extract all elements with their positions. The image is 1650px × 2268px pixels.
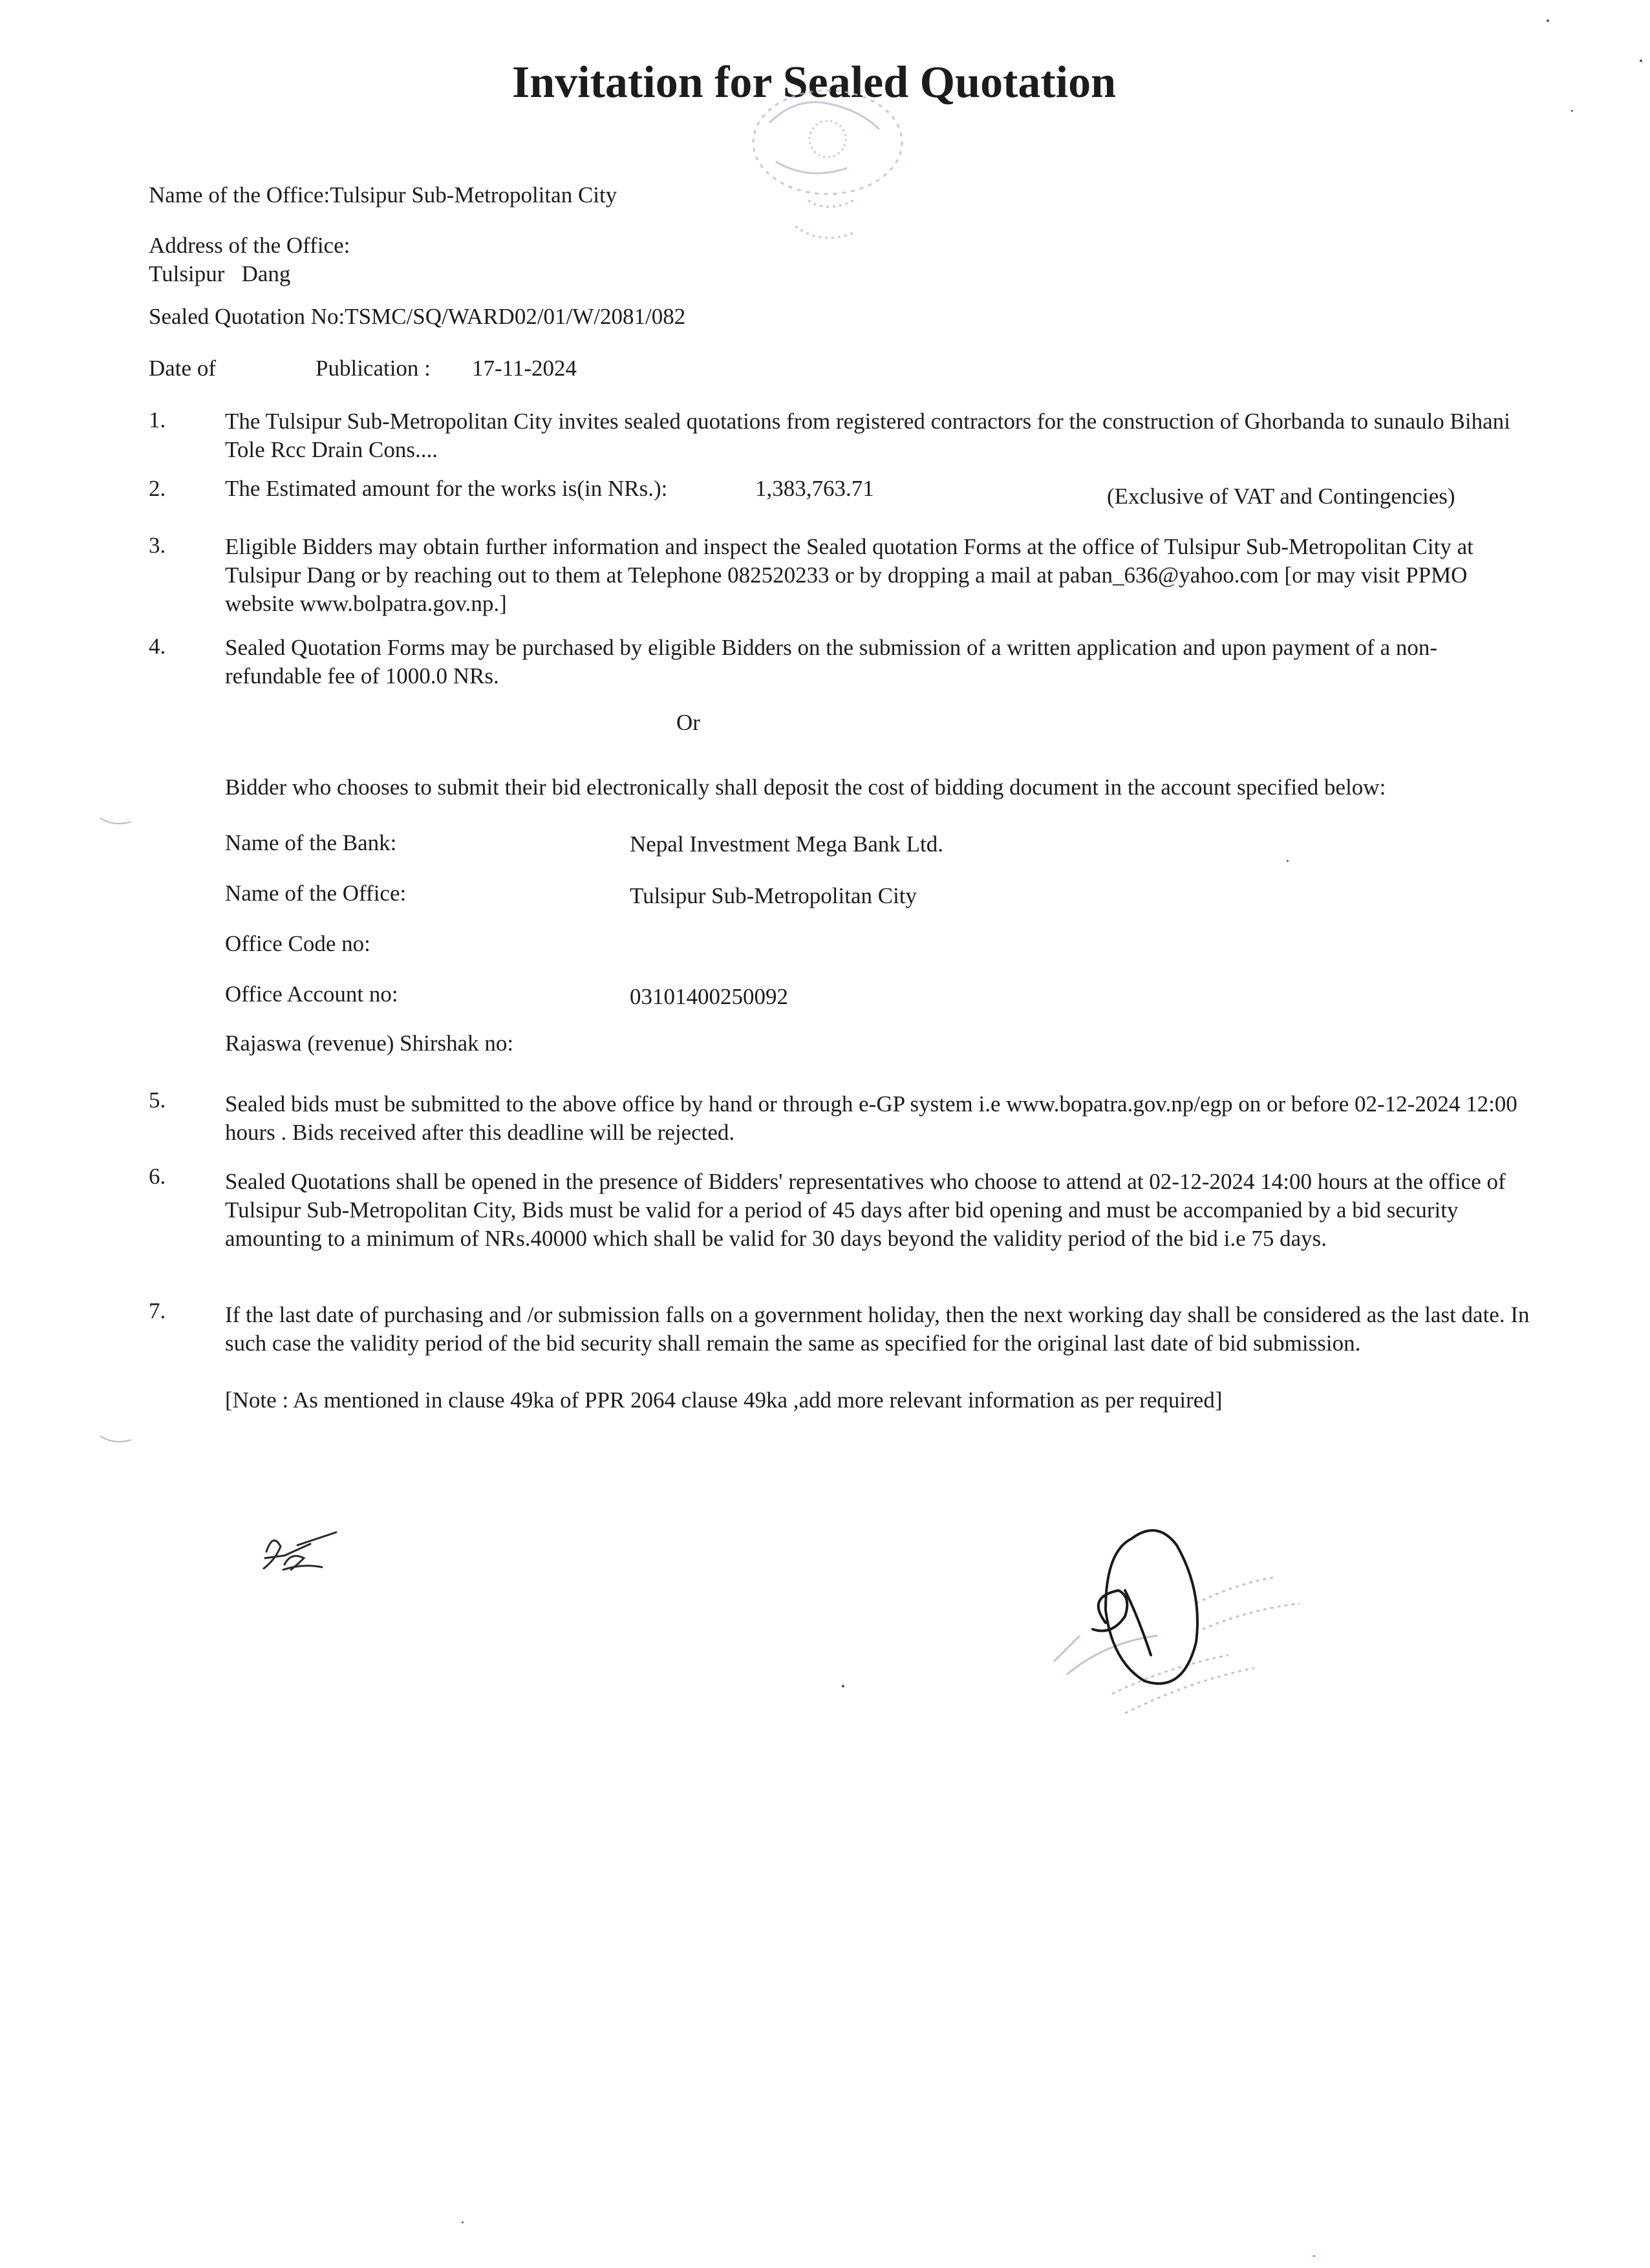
office-value: Tulsipur Sub-Metropolitan City <box>630 883 917 908</box>
publication-date: 17-11-2024 <box>472 356 577 381</box>
item-number: 4. <box>149 634 166 659</box>
initials-signature-icon <box>252 1519 343 1584</box>
publication-label: Publication : <box>316 356 431 381</box>
office-label: Name of the Office: <box>225 881 407 906</box>
scan-speck <box>1287 860 1289 862</box>
account-label: Office Account no: <box>225 981 398 1007</box>
quotation-number: Sealed Quotation No:TSMC/SQ/WARD02/01/W/2081/082 <box>149 304 686 329</box>
item-text: Sealed Quotation Forms may be purchased by eligible Bidders on the submission of a written application and upon payment of a non-refundable fee of 1000.0 NRs. <box>225 635 1438 689</box>
address-label: Address of the Office: <box>149 233 350 258</box>
amount-note: (Exclusive of VAT and Contingencies) <box>1107 484 1455 509</box>
scan-speck <box>1312 2255 1316 2257</box>
scan-mark-icon <box>97 1433 136 1452</box>
estimated-amount-label: The Estimated amount for the works is(in NRs.): <box>225 476 668 501</box>
item-number: 3. <box>149 533 166 558</box>
item-number: 1. <box>149 407 166 433</box>
scan-speck <box>462 2221 464 2223</box>
office-seal-stamp-icon <box>731 78 944 284</box>
office-name-line: Name of the Office:Tulsipur Sub-Metropolitan City <box>149 182 617 208</box>
signature-stamp-icon <box>1028 1500 1351 1746</box>
item-number: 2. <box>149 476 166 501</box>
revenue-label: Rajaswa (revenue) Shirshak no: <box>225 1031 514 1056</box>
item-text: Sealed Quotations shall be opened in the presence of Bidders' representatives who choose to attend at 02-12-2024 14:00 hours at the office of Tulsipur Sub-Metropolitan City, Bids must be valid for a period of 45 days after bid opening and must be accompanied by a bid security amounting to a minimum of NRs.40000 which shall be valid for 30 days beyond the validity period of the bid i.e 75 days. <box>225 1169 1506 1251</box>
clause-note: [Note : As mentioned in clause 49ka of PPR 2064 clause 49ka ,add more relevant information as per required] <box>225 1387 1223 1413</box>
electronic-intro: Bidder who chooses to submit their bid electronically shall deposit the cost of bidding document in the account specified below: <box>225 775 1386 800</box>
item-text: Sealed bids must be submitted to the above office by hand or through e-GP system i.e www.bopatra.gov.np/egp on or before 02-12-2024 12:00 hours . Bids received after this deadline will be rejected. <box>225 1091 1517 1145</box>
item-text: Eligible Bidders may obtain further information and inspect the Sealed quotation Forms at the office of Tulsipur Sub-Metropolitan City at Tulsipur Dang or by reaching out to them at Telephone 082520233 or by dropping a mail at paban_636@yahoo.com [or may visit PPMO website www.bolpatra.gov.np.] <box>225 534 1473 616</box>
bank-value: Nepal Investment Mega Bank Ltd. <box>630 831 944 857</box>
scan-speck <box>1547 19 1549 22</box>
or-separator: Or <box>676 710 700 735</box>
item-number: 7. <box>149 1298 166 1323</box>
item-number: 6. <box>149 1164 166 1189</box>
scan-speck <box>842 1685 844 1687</box>
office-code-label: Office Code no: <box>225 931 370 956</box>
scan-mark-icon <box>97 815 136 834</box>
document-title: Invitation for Sealed Quotation <box>512 58 1117 107</box>
bank-label: Name of the Bank: <box>225 830 397 855</box>
item-text: If the last date of purchasing and /or submission falls on a government holiday, then the next working day shall be considered as the last date. In such case the validity period of the bid security shall remain the same as specified for the original last date of bid submission. <box>225 1302 1530 1356</box>
address-value: Tulsipur Dang <box>149 261 291 286</box>
account-value: 03101400250092 <box>630 984 788 1009</box>
date-label: Date of <box>149 356 216 381</box>
item-number: 5. <box>149 1087 166 1113</box>
estimated-amount-value: 1,383,763.71 <box>755 476 874 501</box>
scan-speck <box>1640 59 1642 62</box>
item-text: The Tulsipur Sub-Metropolitan City invites sealed quotations from registered contractors for the construction of Ghorbanda to sunaulo Bihani Tole Rcc Drain Cons.... <box>225 409 1510 462</box>
scan-speck <box>1571 110 1573 112</box>
